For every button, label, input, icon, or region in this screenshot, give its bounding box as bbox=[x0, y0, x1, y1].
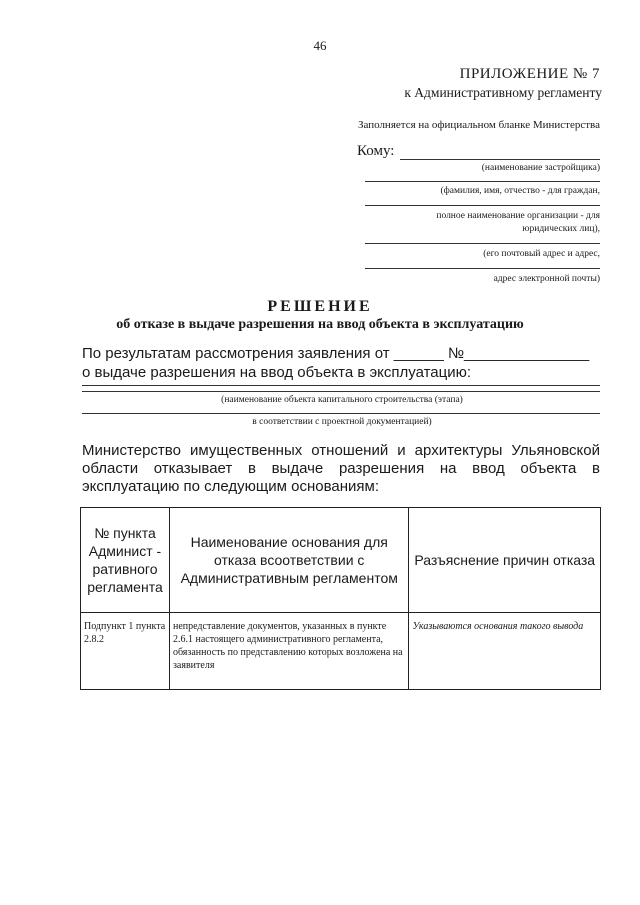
recipient-label: Кому: bbox=[357, 143, 395, 159]
recipient-line-5 bbox=[365, 268, 600, 269]
recipient-caption-address: (его почтовый адрес и адрес, bbox=[483, 249, 600, 259]
recipient-line-4 bbox=[365, 243, 600, 244]
appendix-subtitle: к Административному регламенту bbox=[404, 85, 602, 100]
decision-subtitle: об отказе в выдаче разрешения на ввод объекта в эксплуатацию bbox=[116, 317, 524, 332]
fill-note: Заполняется на официальном бланке Министерства bbox=[357, 119, 600, 131]
recipient-line-3 bbox=[365, 205, 600, 206]
cell-reason: непредставление документов, указанных в пункте 2.6.1 настоящего административного регламента, обязанность по представлению которых возложена на заявителя bbox=[169, 613, 408, 690]
recipient-caption-person: (фамилия, имя, отчество - для граждан, bbox=[440, 186, 600, 196]
recipient-caption-org: полное наименование организации - для bbox=[436, 211, 600, 221]
table-row bbox=[81, 613, 601, 690]
recipient-caption-email: адрес электронной почты) bbox=[493, 274, 600, 284]
header-clause: № пункта Админист - ративного регламента bbox=[81, 508, 170, 613]
object-line-1 bbox=[82, 385, 600, 386]
object-line-3 bbox=[82, 413, 600, 414]
statement-line-2: о выдаче разрешения на ввод объекта в эксплуатацию: bbox=[82, 364, 472, 381]
cell-clause: Подпункт 1 пункта 2.8.2 bbox=[81, 613, 170, 690]
table-header-row bbox=[81, 508, 601, 613]
header-explanation: Разъяснение причин отказа bbox=[409, 508, 601, 613]
appendix-title: ПРИЛОЖЕНИЕ № 7 bbox=[459, 66, 600, 82]
recipient-caption-developer: (наименование застройщика) bbox=[481, 163, 600, 173]
recipient-line-2 bbox=[365, 181, 600, 182]
cell-explanation: Указываются основания такого вывода bbox=[409, 613, 601, 690]
decision-title: РЕШЕНИЕ bbox=[267, 298, 373, 315]
recipient-line-1 bbox=[400, 159, 600, 160]
page-number: 46 bbox=[313, 38, 327, 53]
refusal-reasons-table bbox=[80, 507, 601, 690]
recipient-caption-legal: юридических лиц), bbox=[522, 224, 600, 234]
header-reason: Наименование основания для отказа всоответствии с Административным регламентом bbox=[169, 508, 408, 613]
statement-line-1: По результатам рассмотрения заявления от ______ №_______________ bbox=[82, 345, 590, 362]
refusal-statement: Министерство имущественных отношений и архитектуры Ульяновской области отказывает в выдаче разрешения на ввод объекта в эксплуатацию по следующим основаниям: bbox=[82, 442, 600, 495]
project-caption: в соответствии с проектной документацией) bbox=[252, 417, 432, 427]
object-line-2 bbox=[82, 391, 600, 392]
object-caption: (наименование объекта капитального строительства (этапа) bbox=[221, 395, 463, 405]
